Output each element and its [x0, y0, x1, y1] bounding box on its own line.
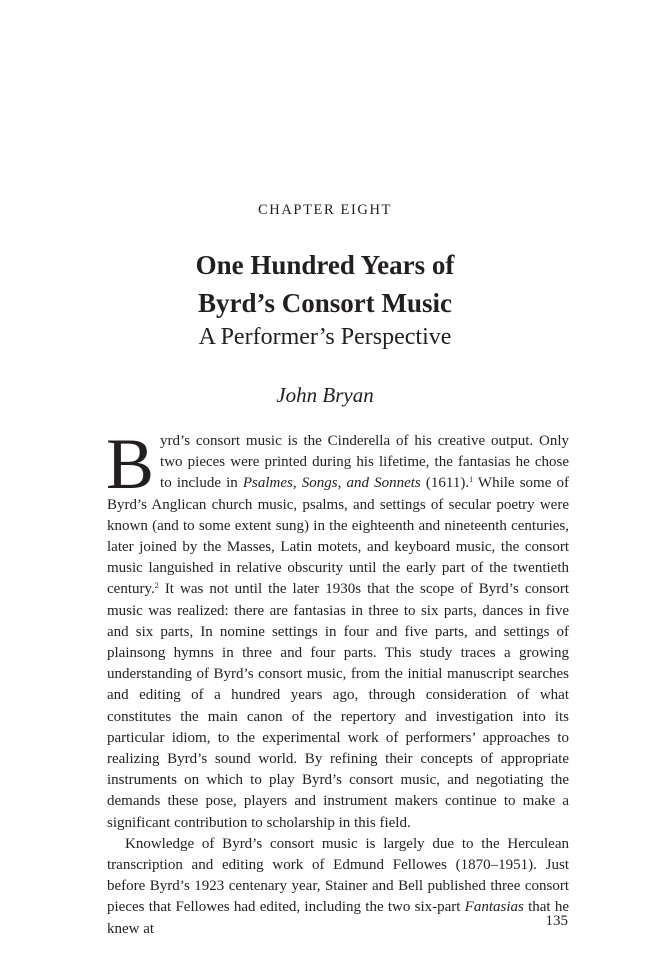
body-text [106, 424, 569, 940]
paragraph-1-text-c: While some of Byrd’s Anglican church music, psalms, and settings of secular poetry were known (and to some extent sung) in the eighteenth and nineteenth centuries, later joined by the Masses, Latin motets, and keyboard music, the consort music languished in relative obscurity until the early part of the twentieth century. [107, 475, 569, 598]
paragraph-2-text-a: Knowledge of Byrd’s consort music is largely due to the Herculean transcription and editing work of Edmund Fellowes (1870–1951). Just before Byrd’s 1923 centenary year, Stainer and Bell published three consort pieces that Fellowes had edited, including the two six-part [107, 835, 569, 916]
chapter-title-line-1: One Hundred Years of [195, 250, 455, 280]
author-name: John Bryan [276, 383, 374, 407]
paragraph-1-text-d: It was not until the later 1930s that the scope of Byrd’s consort music was realized: there are fantasias in three to six parts, dances in five and six parts, In nomine settings in four and five parts, and settings of plainsong hymns in three and four parts. This study traces a growing understanding of Byrd’s consort music, from the initial manuscript searches and editing of a hundred years ago, through consideration of what constitutes the main canon of the repertory and investigation into its particular idiom, to the experimental work of performers’ approaches to realizing Byrd’s sound world. By refining their concepts of appropriate instruments on which to play Byrd’s consort music, and negotiating the demands these pose, players and instrument makers continue to make a significant contribution to scholarship in this field. [107, 581, 569, 831]
paragraph-2-text-b: that he knew at [107, 899, 569, 937]
drop-cap: B [106, 424, 155, 504]
page-number: 135 [545, 913, 568, 929]
chapter-label: CHAPTER EIGHT [258, 202, 392, 218]
paragraph-2 [107, 834, 569, 940]
chapter-title-line-2: Byrd’s Consort Music [198, 288, 452, 318]
fantasias-italic: Fantasias [464, 899, 524, 916]
paragraph-1-text-b: (1611). [420, 475, 470, 492]
book-title-italic: Psalmes, Songs, and Sonnets [242, 475, 421, 492]
paragraph-1-text-a: yrd’s consort music is the Cinderella of his creative output. Only two pieces were printed during his lifetime, the fantasias he chose to include in [160, 433, 569, 492]
footnote-ref-2[interactable]: 2 [154, 581, 159, 591]
chapter-title [0, 246, 650, 322]
chapter-subtitle: A Performer’s Perspective [198, 324, 452, 350]
paragraph-1 [106, 424, 569, 834]
footnote-ref-1[interactable]: 1 [469, 475, 474, 485]
